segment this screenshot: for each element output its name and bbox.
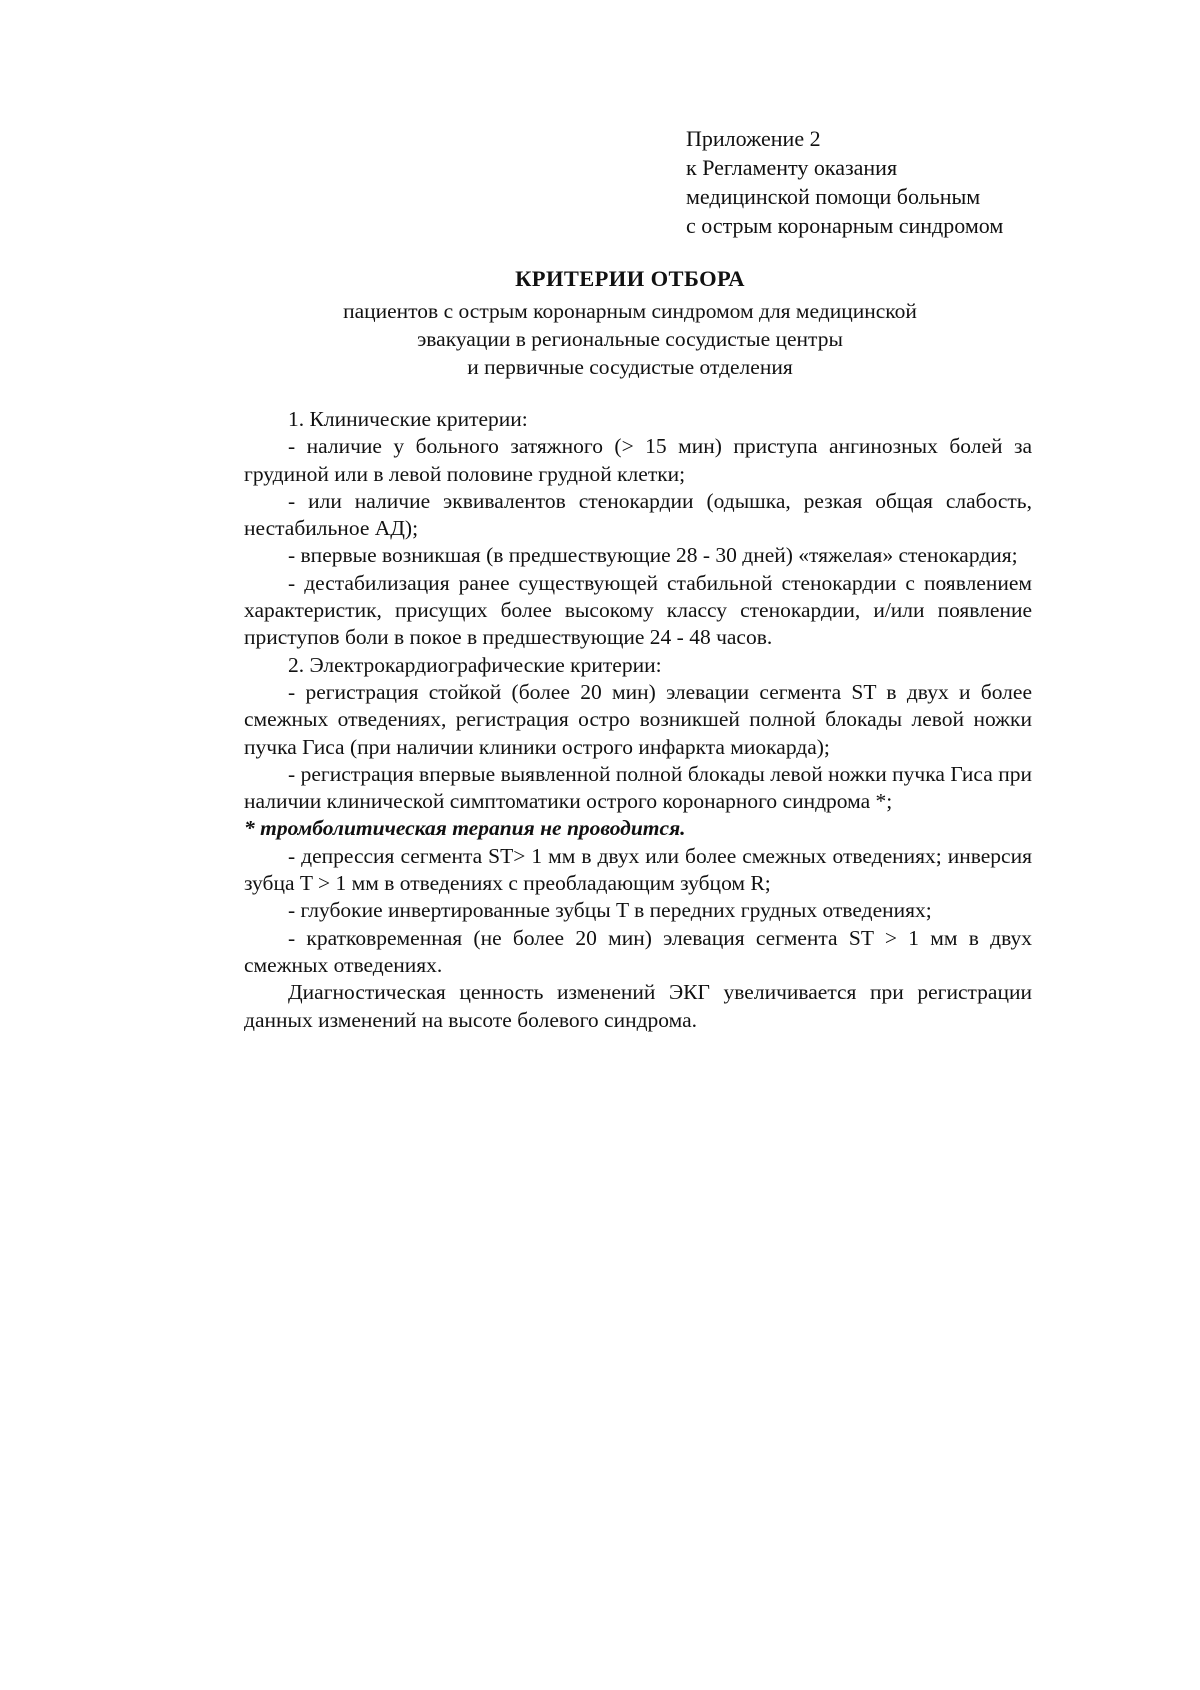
- clinical-criterion: - наличие у больного затяжного (> 15 мин) приступа ангинозных болей за грудиной или в левой половине грудной клетки;: [244, 434, 1032, 486]
- subtitle-line: эвакуации в региональные сосудистые центры: [417, 327, 843, 351]
- appendix-line: Приложение 2: [686, 126, 821, 151]
- section-ecg-heading: 2. Электрокардиографические критерии:: [288, 652, 662, 677]
- appendix-line: с острым коронарным синдромом: [686, 213, 1004, 238]
- footnote: * тромболитическая терапия не проводится.: [244, 816, 686, 841]
- ecg-criterion: - регистрация впервые выявленной полной блокады левой ножки пучка Гиса при наличии клинической симптоматики острого коронарного синдрома *;: [244, 761, 1032, 814]
- ecg-criterion: - кратковременная (не более 20 мин) элевация сегмента ST > 1 мм в двух смежных отведениях.: [244, 925, 1032, 977]
- subtitle-line: и первичные сосудистые отделения: [467, 355, 793, 379]
- clinical-criterion: - или наличие эквивалентов стенокардии (одышка, резкая общая слабость, нестабильное АД);: [244, 488, 1032, 541]
- document-subtitle: [240, 297, 1020, 381]
- ecg-criterion: - глубокие инвертированные зубцы T в передних грудных отведениях;: [288, 898, 932, 923]
- conclusion-paragraph: Диагностическая ценность изменений ЭКГ увеличивается при регистрации данных изменений на высоте болевого синдрома.: [244, 980, 1032, 1032]
- section-clinical-heading: 1. Клинические критерии:: [288, 407, 528, 431]
- document-body: [244, 406, 1032, 1034]
- appendix-header: [686, 124, 1106, 240]
- ecg-criterion: - депрессия сегмента ST> 1 мм в двух или более смежных отведениях; инверсия зубца T > 1 мм в отведениях с преобладающим зубцом R;: [244, 843, 1032, 896]
- clinical-criterion: - дестабилизация ранее существующей стабильной стенокардии с появлением характеристик, присущих более высокому классу стенокардии, и/или появление приступов боли в покое в предшествующие 24 - 48 часов.: [244, 570, 1032, 650]
- clinical-criterion: - впервые возникшая (в предшествующие 28 - 30 дней) «тяжелая» стенокардия;: [288, 543, 1018, 568]
- appendix-line: медицинской помощи больным: [686, 184, 981, 209]
- ecg-criterion: - регистрация стойкой (более 20 мин) элевации сегмента ST в двух и более смежных отведениях, регистрация остро возникшей полной блокады левой ножки пучка Гиса (при наличии клиники острого инфаркта миокарда);: [244, 679, 1032, 759]
- subtitle-line: пациентов с острым коронарным синдромом для медицинской: [343, 299, 917, 323]
- appendix-line: к Регламенту оказания: [686, 155, 898, 180]
- document-title: КРИТЕРИИ ОТБОРА: [515, 266, 745, 291]
